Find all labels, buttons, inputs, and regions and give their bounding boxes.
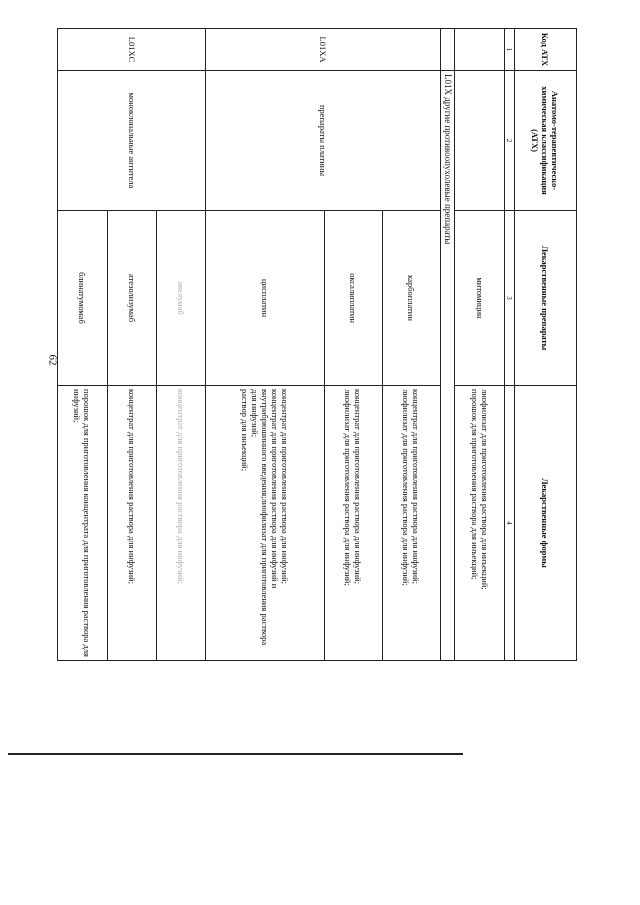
drug-forms: концентрат для приготовления раствора для инфузий; лиофилизат для приготовления раствора для инфузий; [324, 386, 382, 661]
header-forms: Лекарственные формы [514, 386, 576, 661]
section-title: L01X другие противоопухолевые препараты [440, 71, 455, 661]
table-row [156, 29, 205, 661]
drug-forms: концентрат для приготовления раствора для инфузий; [107, 386, 156, 661]
drug-forms: концентрат для приготовления раствора для инфузий; концентрат для приготовления раствора для инфузий и внутрибрюшинного введения;лиофилизат для приготовления раствора для инфузий; раствор для инъекций; [206, 386, 324, 661]
rotated-table-wrapper [57, 28, 577, 660]
table-row [382, 29, 440, 661]
group-class: препараты платины [206, 71, 440, 211]
colnum-4: 4 [504, 386, 514, 661]
header-code: Код АТХ [514, 29, 576, 71]
drug-name: карбоплатин [382, 211, 440, 386]
colnum-2: 2 [504, 71, 514, 211]
drug-name: атезолизумаб [107, 211, 156, 386]
atc-table [57, 28, 577, 661]
drug-forms: порошок для приготовления концентрата для приготовления раствора для инфузий; [58, 386, 108, 661]
page-number: 62 [46, 354, 59, 366]
drug-forms: концентрат для приготовления раствора для инфузий; лиофилизат для приготовления раствора для инфузий; [382, 386, 440, 661]
group-class: моноклональные антитела [58, 71, 206, 211]
colnum-1: 1 [504, 29, 514, 71]
drug-name: митомицин [455, 211, 504, 386]
drug-forms: лиофилизат для приготовления раствора для инъекций; порошок для приготовления раствора для инъекций; [455, 386, 504, 661]
group-code: L01XC [58, 29, 206, 71]
table-row [455, 29, 504, 661]
drug-name: авелумаб [156, 211, 205, 386]
drug-name: цисплатин [206, 211, 324, 386]
drug-forms: концентрат для приготовления раствора для инфузий; [156, 386, 205, 661]
header-atc-class: Анатомо-терапевтическо-химическая классификация (АТХ) [514, 71, 576, 211]
drug-name: блинатумомаб [58, 211, 108, 386]
page-divider [8, 753, 463, 755]
drug-name: оксалиплатин [324, 211, 382, 386]
group-code: L01XA [206, 29, 440, 71]
header-drugs: Лекарственные препараты [514, 211, 576, 386]
colnum-3: 3 [504, 211, 514, 386]
